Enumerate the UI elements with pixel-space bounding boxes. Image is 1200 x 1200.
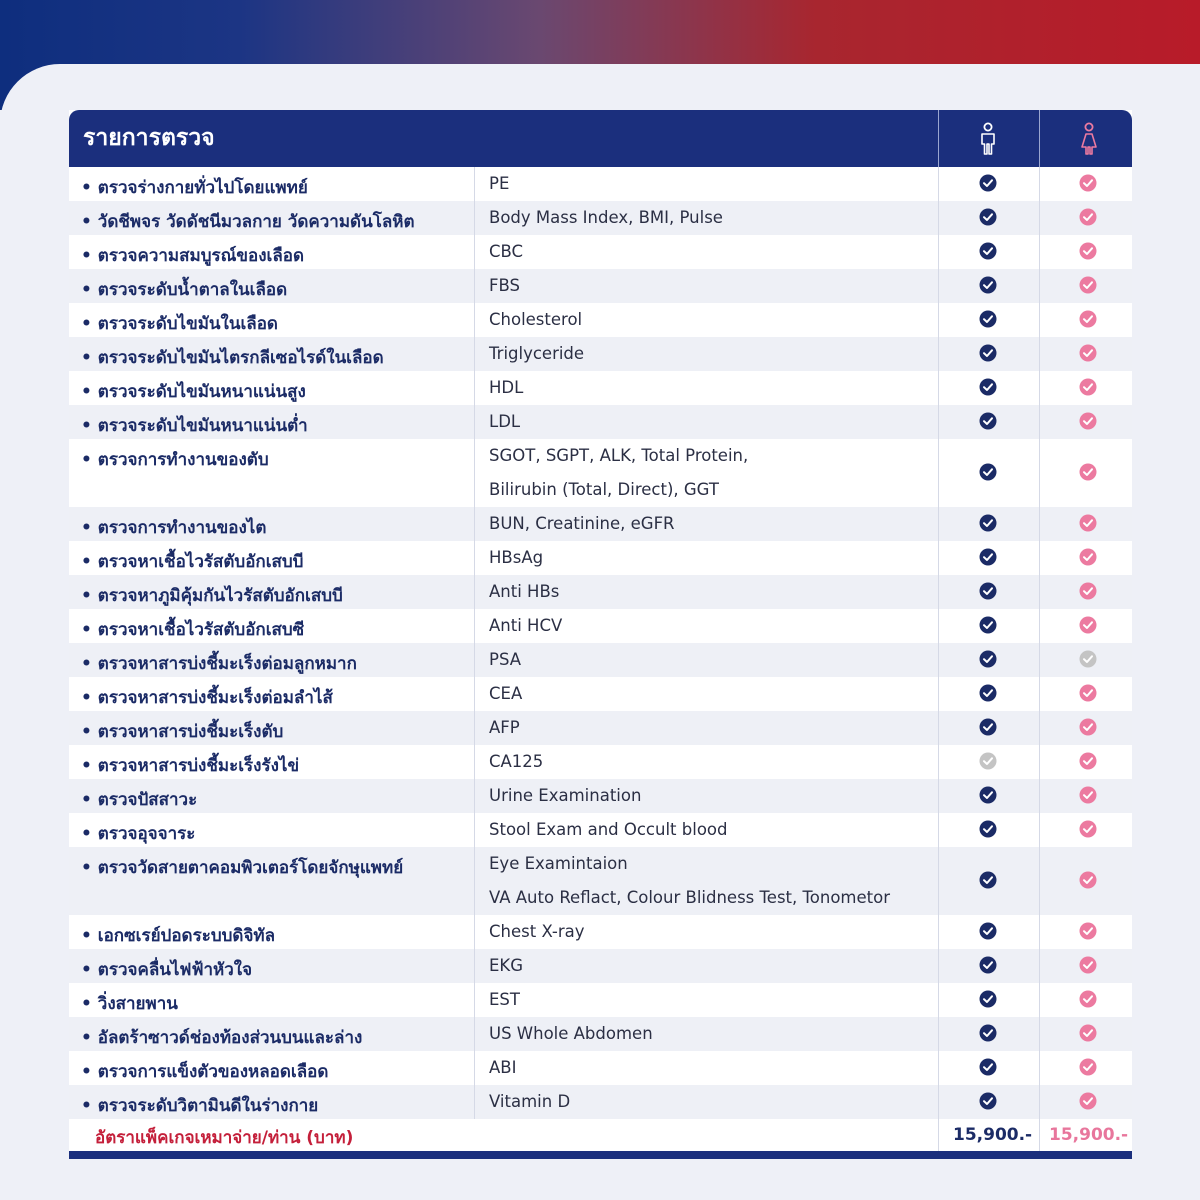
table-row [69,847,1132,915]
column-divider [474,303,475,337]
top-banner [0,0,1200,110]
column-divider [1039,745,1040,779]
test-name-thai: • ตรวจหาสารบ่งชี้มะเร็งตับ [81,722,284,742]
female-check-icon [1079,1024,1097,1042]
table-row [69,643,1132,677]
column-divider [474,235,475,269]
male-check-icon [979,871,997,889]
column-divider [1039,371,1040,405]
column-divider [938,643,939,677]
column-divider [938,507,939,541]
test-name-thai: • ตรวจการทำงานของตับ [81,450,269,470]
column-divider [474,167,475,201]
column-divider [938,269,939,303]
female-check-icon [1079,1058,1097,1076]
male-check-icon [979,1092,997,1110]
column-divider [938,677,939,711]
test-name-thai: • ตรวจระดับวิตามินดีในร่างกาย [81,1096,319,1116]
test-name-english: Stool Exam and Occult blood [489,820,728,839]
male-check-icon [979,548,997,566]
column-divider [474,779,475,813]
male-check-icon [979,684,997,702]
female-person-icon [1079,122,1099,156]
table-row [69,507,1132,541]
test-name-thai: • ตรวจคลื่นไฟฟ้าหัวใจ [81,960,253,980]
table-row [69,609,1132,643]
column-divider [474,439,475,507]
female-check-icon [1079,548,1097,566]
female-check-icon [1079,514,1097,532]
test-name-english: FBS [489,276,520,295]
column-divider [938,405,939,439]
column-divider [474,269,475,303]
test-name-thai: • ตรวจหาสารบ่งชี้มะเร็งรังไข่ [81,756,300,776]
column-divider [1039,677,1040,711]
column-divider [474,609,475,643]
male-check-icon [979,650,997,668]
test-name-english: EKG [489,956,524,975]
column-divider [474,983,475,1017]
column-divider [474,711,475,745]
column-divider [474,575,475,609]
test-name-thai: • ตรวจอุจจาระ [81,824,196,844]
table-row [69,813,1132,847]
column-divider [474,1085,475,1119]
male-check-icon [979,174,997,192]
column-divider [474,507,475,541]
male-check-icon [979,786,997,804]
column-divider [1039,167,1040,201]
table-row [69,303,1132,337]
checkup-table [69,110,1132,1159]
table-row [69,371,1132,405]
column-divider [1039,405,1040,439]
price-label: อัตราแพ็คเกจเหมาจ่าย/ท่าน (บาท) [95,1128,354,1148]
test-name-english: US Whole Abdomen [489,1024,653,1043]
column-divider [938,609,939,643]
test-name-thai: • ตรวจการแข็งตัวของหลอดเลือด [81,1062,329,1082]
female-check-icon [1079,344,1097,362]
male-check-icon [979,1024,997,1042]
female-check-icon [1079,208,1097,226]
female-check-icon [1079,310,1097,328]
table-title: รายการตรวจ [83,125,215,151]
male-check-icon [979,922,997,940]
column-divider [938,1017,939,1051]
test-name-thai: • วัดชีพจร วัดดัชนีมวลกาย วัดความดันโลหิต [81,212,415,232]
female-check-icon [1079,1092,1097,1110]
table-row [69,677,1132,711]
test-name-english: Cholesterol [489,310,583,329]
column-divider [1039,949,1040,983]
column-divider [938,541,939,575]
table-row [69,235,1132,269]
table-row [69,337,1132,371]
column-divider [1039,1051,1040,1085]
column-divider [474,541,475,575]
table-row [69,1017,1132,1051]
male-check-icon [979,242,997,260]
male-check-icon [979,718,997,736]
male-price: 15,900.- [953,1125,1033,1145]
column-divider [474,915,475,949]
female-check-icon [1079,922,1097,940]
male-check-icon [979,412,997,430]
header-divider [938,110,939,167]
male-check-icon [979,1058,997,1076]
column-divider [1039,847,1040,915]
column-divider [474,949,475,983]
male-check-icon [979,990,997,1008]
test-name-english: Triglyceride [489,344,585,363]
test-name-english: HBsAg [489,548,544,567]
test-name-thai: • ตรวจร่างกายทั่วไปโดยแพทย์ [81,178,308,198]
column-divider [474,201,475,235]
column-divider [1039,303,1040,337]
column-divider [474,677,475,711]
test-name-english: SGOT, SGPT, ALK, Total Protein, [489,446,749,465]
column-divider [474,371,475,405]
female-check-icon [1079,412,1097,430]
column-divider [1039,779,1040,813]
table-row [69,541,1132,575]
column-divider [938,201,939,235]
female-check-icon [1079,990,1097,1008]
table-row [69,1051,1132,1085]
column-divider [1039,609,1040,643]
test-name-thai: • ตรวจระดับน้ำตาลในเลือด [81,280,288,300]
male-check-icon [979,616,997,634]
test-name-english: Anti HCV [489,616,563,635]
test-name-english: Chest X-ray [489,922,585,941]
male-check-icon [979,310,997,328]
test-name-english: CA125 [489,752,544,771]
column-divider [474,745,475,779]
female-check-icon [1079,463,1097,481]
female-check-icon [1079,786,1097,804]
column-divider [1039,1119,1040,1151]
column-divider [474,1051,475,1085]
column-divider [1039,643,1040,677]
test-name-thai: • เอกซเรย์ปอดระบบดิจิทัล [81,926,276,946]
female-check-icon [1079,752,1097,770]
female-check-icon [1079,276,1097,294]
header-divider [1039,110,1040,167]
column-divider [938,1085,939,1119]
column-divider [938,167,939,201]
male-check-icon [979,378,997,396]
table-row [69,269,1132,303]
table-row [69,167,1132,201]
test-name-english: PSA [489,650,522,669]
male-unavailable-icon [979,752,997,770]
column-divider [1039,983,1040,1017]
test-name-thai: • ตรวจระดับไขมันไตรกลีเซอไรด์ในเลือด [81,348,384,368]
column-divider [1039,813,1040,847]
column-divider [938,235,939,269]
test-name-english: CBC [489,242,524,261]
test-name-thai: • ตรวจปัสสาวะ [81,790,198,810]
male-check-icon [979,956,997,974]
male-check-icon [979,514,997,532]
column-divider [938,1119,939,1151]
test-name-thai: • ตรวจหาเชื้อไวรัสตับอักเสบบี [81,552,304,572]
test-name-thai: • ตรวจหาสารบ่งชี้มะเร็งต่อมลูกหมาก [81,654,357,674]
table-row [69,1085,1132,1119]
test-name-thai: • อัลตร้าซาวด์ช่องท้องส่วนบนและล่าง [81,1028,363,1048]
test-name-english-line2: VA Auto Reflact, Colour Blidness Test, Tonometor [489,888,890,907]
male-person-icon [978,122,998,156]
table-bottom-bar [69,1151,1132,1159]
female-check-icon [1079,684,1097,702]
column-divider [1039,541,1040,575]
test-name-thai: • ตรวจระดับไขมันหนาแน่นสูง [81,382,306,402]
table-row [69,949,1132,983]
male-check-icon [979,820,997,838]
test-name-thai: • ตรวจความสมบูรณ์ของเลือด [81,246,305,266]
price-row [69,1119,1132,1151]
table-row [69,405,1132,439]
test-name-english: Vitamin D [489,1092,571,1111]
female-price: 15,900.- [1049,1125,1129,1145]
column-divider [938,745,939,779]
column-divider [474,337,475,371]
column-divider [474,405,475,439]
column-divider [1039,439,1040,507]
column-divider [938,371,939,405]
test-name-thai: • ตรวจระดับไขมันหนาแน่นต่ำ [81,416,308,436]
male-check-icon [979,276,997,294]
column-divider [474,643,475,677]
table-row [69,575,1132,609]
column-divider [1039,507,1040,541]
table-row [69,983,1132,1017]
test-name-thai: • ตรวจหาเชื้อไวรัสตับอักเสบซี [81,620,305,640]
column-divider [474,847,475,915]
column-divider [938,303,939,337]
table-row [69,915,1132,949]
column-divider [1039,235,1040,269]
female-check-icon [1079,616,1097,634]
column-divider [938,779,939,813]
test-name-english: PE [489,174,510,193]
female-check-icon [1079,582,1097,600]
column-divider [1039,337,1040,371]
male-check-icon [979,208,997,226]
column-divider [474,1017,475,1051]
male-check-icon [979,463,997,481]
column-divider [938,711,939,745]
test-name-thai: • ตรวจวัดสายตาคอมพิวเตอร์โดยจักษุแพทย์ [81,858,404,878]
test-name-english: LDL [489,412,521,431]
column-divider [1039,711,1040,745]
test-name-thai: • ตรวจหาสารบ่งชี้มะเร็งต่อมลำไส้ [81,688,333,708]
column-divider [1039,1017,1040,1051]
female-unavailable-icon [1079,650,1097,668]
column-divider [938,439,939,507]
female-check-icon [1079,378,1097,396]
column-divider [1039,201,1040,235]
test-name-english: Anti HBs [489,582,560,601]
column-divider [1039,575,1040,609]
test-name-english: Body Mass Index, BMI, Pulse [489,208,723,227]
test-name-thai: • ตรวจการทำงานของไต [81,518,267,538]
female-check-icon [1079,242,1097,260]
table-row [69,745,1132,779]
test-name-english-line2: Bilirubin (Total, Direct), GGT [489,480,719,499]
column-divider [938,575,939,609]
test-name-thai: • วิ่งสายพาน [81,994,178,1014]
female-check-icon [1079,718,1097,736]
test-name-english: ABI [489,1058,517,1077]
column-divider [1039,915,1040,949]
table-row [69,779,1132,813]
test-name-english: HDL [489,378,524,397]
column-divider [938,813,939,847]
column-divider [1039,269,1040,303]
column-divider [938,847,939,915]
test-name-thai: • ตรวจหาภูมิคุ้มกันไวรัสตับอักเสบบี [81,586,343,606]
female-check-icon [1079,174,1097,192]
test-name-english: BUN, Creatinine, eGFR [489,514,675,533]
test-name-english: Urine Examination [489,786,642,805]
female-check-icon [1079,820,1097,838]
male-check-icon [979,582,997,600]
test-name-thai: • ตรวจระดับไขมันในเลือด [81,314,278,334]
column-divider [938,1051,939,1085]
test-name-english: EST [489,990,520,1009]
column-divider [938,949,939,983]
column-divider [474,813,475,847]
test-name-english: Eye Examintaion [489,854,628,873]
column-divider [938,983,939,1017]
female-check-icon [1079,956,1097,974]
table-header [69,110,1132,167]
table-row [69,201,1132,235]
test-name-english: AFP [489,718,520,737]
column-divider [938,337,939,371]
column-divider [1039,1085,1040,1119]
test-name-english: CEA [489,684,523,703]
table-row [69,711,1132,745]
male-check-icon [979,344,997,362]
female-check-icon [1079,871,1097,889]
table-row [69,439,1132,507]
table-body [69,167,1132,1119]
column-divider [938,915,939,949]
